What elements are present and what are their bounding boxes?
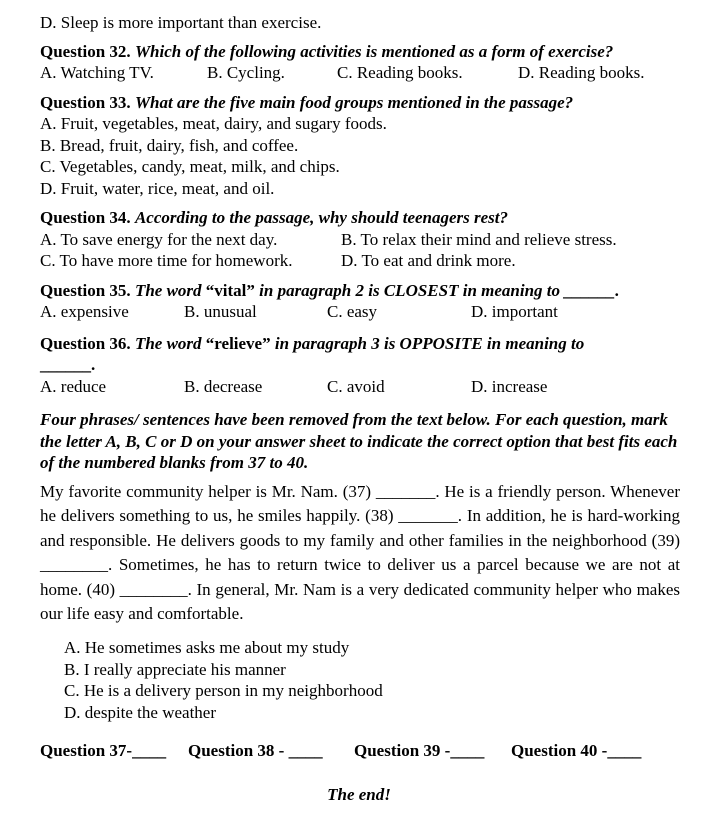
answer-blank: ______. — [40, 355, 96, 374]
section-instructions: Four phrases/ sentences have been removed from the text below. For each question, mark the letter A, B, C or D on your answer sheet to indicate the correct option that best fits each of the numbered blanks from 37 to 40. — [40, 410, 678, 472]
question-label: Question 34. — [40, 208, 131, 227]
answer-37: Question 37-____ — [40, 741, 167, 761]
question-stem: What are the five main food groups mentioned in the passage? — [134, 92, 574, 112]
end-text: The end! — [327, 785, 391, 804]
options-row — [40, 62, 680, 84]
question-stem: Which of the following activities is mentioned as a form of exercise? — [134, 41, 614, 61]
exam-page — [40, 12, 680, 762]
option-c: C. easy — [327, 302, 378, 321]
cloze-passage: My favorite community helper is Mr. Nam. (37) _______. He is a friendly person. Whenever he delivers something to us, he smiles happily. (38) _______. In addition, he is hard-working and responsible. He delivers goods to my family and other families in the neighborhood (39) ________. Sometimes, he has to return twice to deliver us a parcel because we are not at home. (40) ________. In general, Mr. Nam is a very dedicated community helper who makes our life easy and comfortable. — [40, 481, 680, 624]
option-d: D. To eat and drink more. — [341, 251, 516, 270]
option-a: A. reduce — [40, 376, 107, 396]
option-a: A. Fruit, vegetables, meat, dairy, and sugary foods. — [40, 114, 387, 133]
question-35 — [40, 280, 680, 323]
answer-choices — [64, 637, 680, 723]
question-stem: The word “vital” in paragraph 2 is CLOSEST in meaning to ______. — [134, 280, 620, 300]
option-b: B. To relax their mind and relieve stress. — [341, 229, 617, 249]
quoted-word: “vital” — [205, 280, 255, 300]
option-b: B. Cycling. — [207, 63, 285, 82]
options-row — [40, 301, 680, 323]
answer-40: Question 40 -____ — [511, 741, 642, 761]
choice-b: B. I really appreciate his manner — [64, 659, 286, 679]
option-c: C. Vegetables, candy, meat, milk, and chips. — [40, 157, 340, 176]
question-32 — [40, 41, 680, 84]
option-c: C. Reading books. — [337, 63, 463, 82]
option-a: A. expensive — [40, 302, 129, 321]
option-b: B. Bread, fruit, dairy, fish, and coffee. — [40, 135, 299, 155]
question-stem: According to the passage, why should teenagers rest? — [134, 208, 509, 227]
option-a: A. To save energy for the next day. — [40, 229, 278, 249]
choice-a: A. He sometimes asks me about my study — [64, 638, 350, 658]
option-b: B. unusual — [184, 302, 257, 321]
answer-38: Question 38 - ____ — [188, 741, 323, 761]
option-line: D. Sleep is more important than exercise. — [40, 13, 322, 32]
quoted-word: “relieve” — [205, 333, 271, 353]
option-d: D. important — [471, 302, 558, 321]
question-34 — [40, 207, 680, 272]
question-33 — [40, 92, 680, 200]
option-c: C. To have more time for homework. — [40, 251, 293, 270]
answer-blanks-row — [40, 740, 680, 762]
option-a: A. Watching TV. — [40, 63, 154, 82]
question-36 — [40, 333, 680, 398]
question-label: Question 32. — [40, 41, 131, 61]
option-b: B. decrease — [184, 376, 263, 396]
question-stem: The word “relieve” in paragraph 3 is OPPOSITE in meaning to — [134, 333, 585, 353]
question-label: Question 35. — [40, 280, 131, 300]
option-d: D. Fruit, water, rice, meat, and oil. — [40, 178, 275, 198]
question-label: Question 33. — [40, 92, 131, 112]
option-d: D. increase — [471, 376, 548, 396]
answer-39: Question 39 -____ — [354, 741, 485, 761]
option-d: D. Reading books. — [518, 63, 645, 82]
option-c: C. avoid — [327, 376, 385, 396]
choice-d: D. despite the weather — [64, 702, 216, 722]
question-label: Question 36. — [40, 333, 131, 353]
options-row — [40, 376, 680, 398]
choice-c: C. He is a delivery person in my neighborhood — [64, 681, 383, 701]
